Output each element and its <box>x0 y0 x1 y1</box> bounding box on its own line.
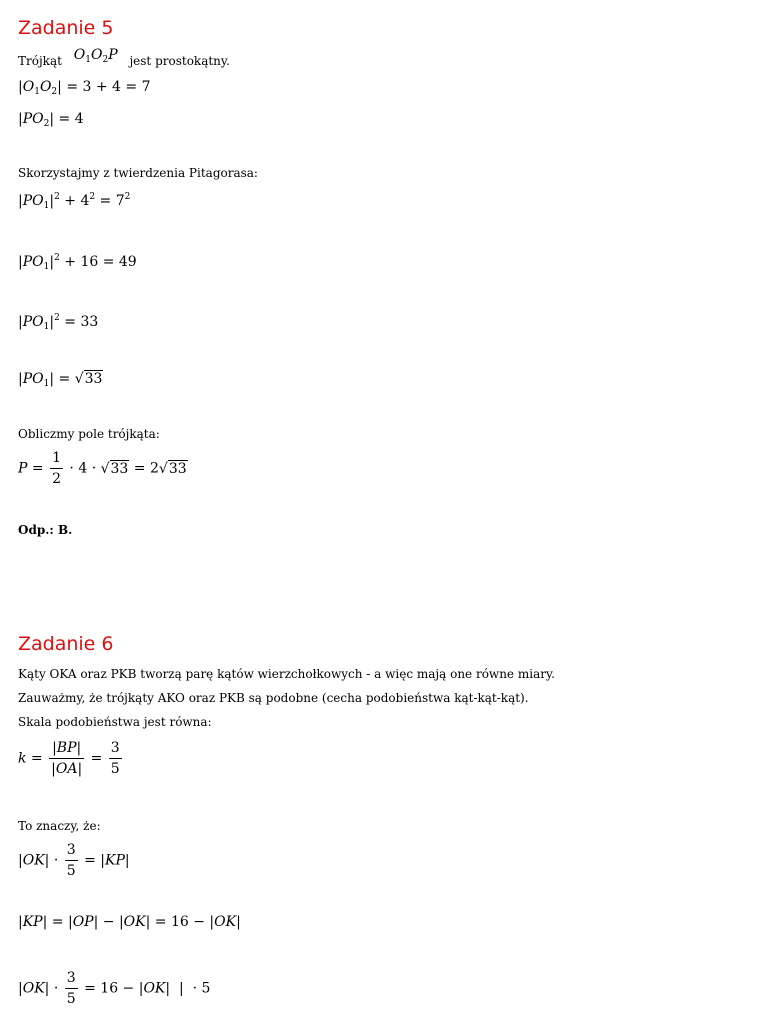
area-text: Obliczmy pole trójkąta: <box>18 427 160 441</box>
to-znaczy-text: To znaczy, że: <box>18 819 101 833</box>
intro-before: Trójkąt <box>18 54 62 68</box>
equation-step-4: $|PO_1| = √33$ <box>18 371 103 389</box>
equation-o1o2: $|O_1O_2| = 3 + 4 = 7$ <box>18 79 151 97</box>
equation-area: P = $\frac{1}{2}$ · 4 · √33 = 2√33 <box>18 450 187 487</box>
pitagoras-text: Skorzystajmy z twierdzenia Pitagorasa: <box>18 166 258 180</box>
intro-after: jest prostokątny. <box>129 54 230 68</box>
zadanie-6-heading: Zadanie 6 <box>18 633 114 655</box>
zadanie-5-heading: Zadanie 5 <box>18 17 114 39</box>
equation-step-2: $|PO_1|^2 + 16 = 49$ <box>18 253 137 272</box>
equation-scale: k = $\frac{|BP|}{|OA|}$ = $\frac{3}{5}$ <box>18 740 120 777</box>
equation-kp: |KP| = |OP| − |OK| = 16 − |OK| <box>18 914 241 930</box>
equation-ok-kp: |OK| · $\frac{3}{5}$ = |KP| <box>18 842 130 879</box>
zadanie-6-line-1: Kąty OKA oraz PKB tworzą parę kątów wierzchołkowych - a więc mają one równe miary. <box>18 667 555 681</box>
zadanie-5-intro <box>18 47 230 69</box>
equation-po2: $|PO_2| = 4$ <box>18 111 84 129</box>
zadanie-6-line-2: Zauważmy, że trójkąty AKO oraz PKB są podobne (cecha podobieństwa kąt-kąt-kąt). <box>18 691 529 705</box>
equation-step-1: $|PO_1|^2 + 4^2 = 7^2$ <box>18 192 131 211</box>
triangle-label: $O_1O_2P$ <box>73 47 118 65</box>
answer: Odp.: B. <box>18 523 73 537</box>
equation-step-3: $|PO_1|^2 = 33$ <box>18 313 99 332</box>
equation-last: |OK| · $\frac{3}{5}$ = 16 − |OK| | · 5 <box>18 970 211 1007</box>
zadanie-6-line-3: Skala podobieństwa jest równa: <box>18 715 212 729</box>
